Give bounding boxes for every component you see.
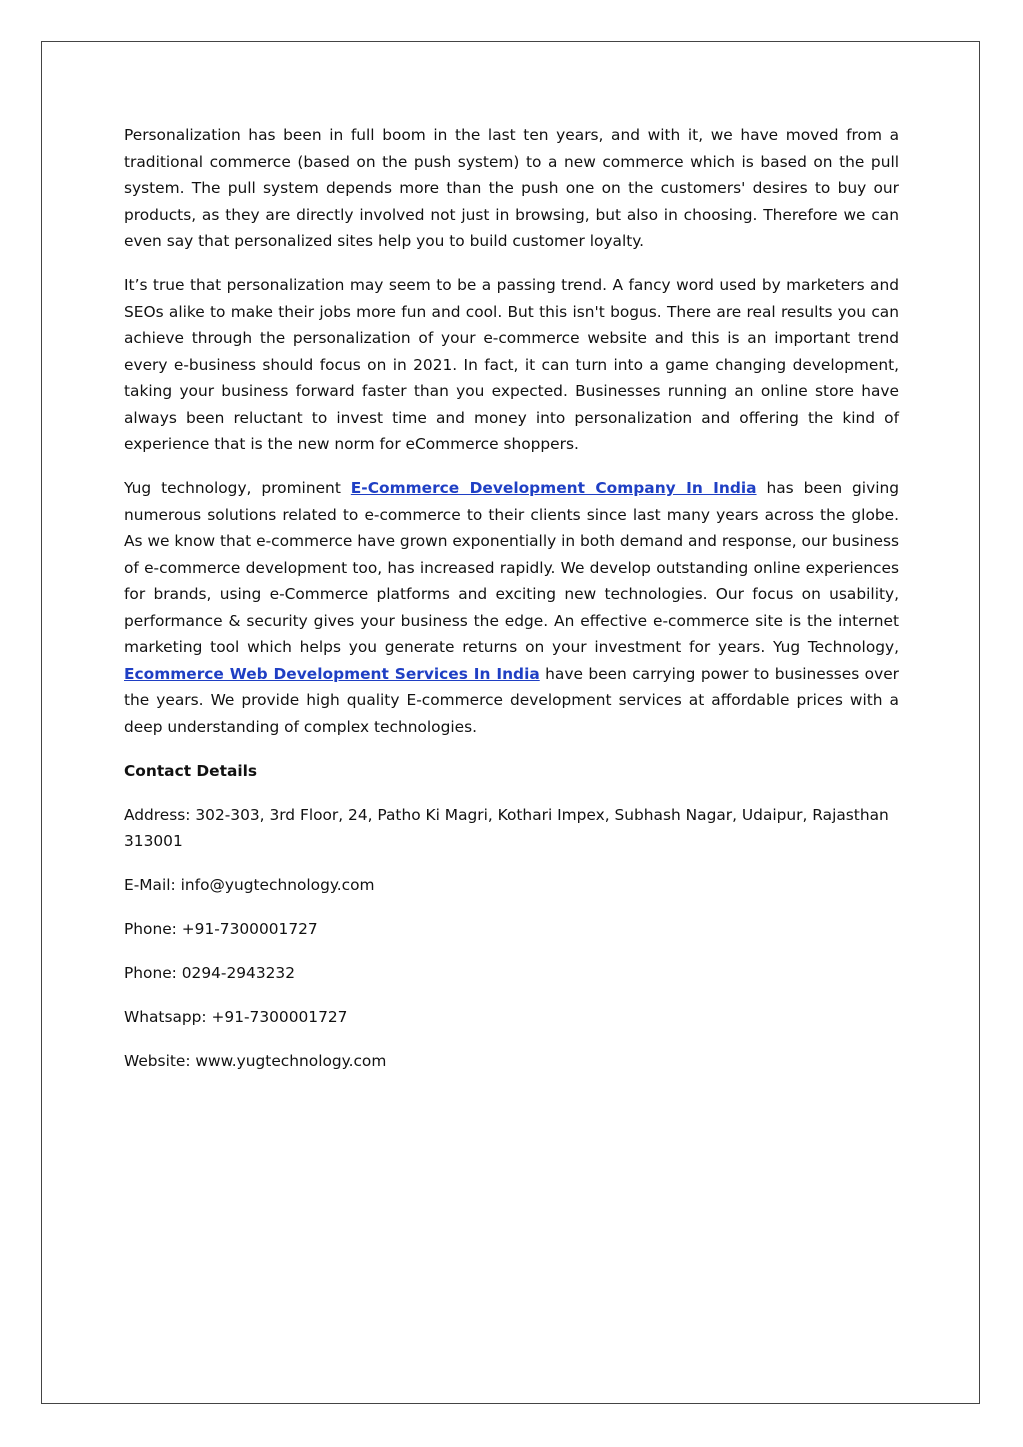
paragraph-yug-technology	[124, 475, 899, 740]
contact-whatsapp: Whatsapp: +91-7300001727	[124, 1008, 348, 1026]
document-body	[124, 122, 899, 1092]
ecommerce-web-development-services-link[interactable]: Ecommerce Web Development Services In India	[124, 664, 540, 683]
contact-phone-mobile: Phone: +91-7300001727	[124, 920, 318, 938]
paragraph-personalization-intro: Personalization has been in full boom in the last ten years, and with it, we have moved from a traditional commerce (based on the push system) to a new commerce which is based on the pull system. The pull system depends more than the push one on the customers' desires to buy our products, as they are directly involved not just in browsing, but also in choosing. Therefore we can even say that personalized sites help you to build customer loyalty.	[124, 126, 899, 250]
paragraph-text: has been giving numerous solutions related to e-commerce to their clients since last many years across the globe. As we know that e-commerce have grown exponentially in both demand and response, our business of e-commerce development too, has increased rapidly. We develop outstanding online experiences for brands, using e-Commerce platforms and exciting new technologies. Our focus on usability, performance & security gives your business the edge. An effective e-commerce site is the internet marketing tool which helps you generate returns on your investment for years. Yug Technology,	[124, 479, 899, 656]
contact-details-heading: Contact Details	[124, 761, 258, 780]
paragraph-personalization-trend: It’s true that personalization may seem to be a passing trend. A fancy word used by marketers and SEOs alike to make their jobs more fun and cool. But this isn't bogus. There are real results you can achieve through the personalization of your e-commerce website and this is an important trend every e-business should focus on in 2021. In fact, it can turn into a game changing development, taking your business forward faster than you expected. Businesses running an online store have always been reluctant to invest time and money into personalization and offering the kind of experience that is the new norm for eCommerce shoppers.	[124, 276, 899, 453]
paragraph-text: Yug technology, prominent	[124, 479, 351, 497]
contact-website: Website: www.yugtechnology.com	[124, 1052, 387, 1070]
paragraph-text: have been carrying power to businesses over the years. We provide high quality E-commerce development services at affordable prices with a deep understanding of complex technologies.	[124, 664, 900, 736]
contact-email: E-Mail: info@yugtechnology.com	[124, 876, 375, 894]
ecommerce-development-company-link[interactable]: E-Commerce Development Company In India	[350, 479, 757, 497]
contact-address: Address: 302-303, 3rd Floor, 24, Patho Ki Magri, Kothari Impex, Subhash Nagar, Udaipur, Rajasthan 313001	[124, 805, 889, 850]
contact-phone-landline: Phone: 0294-2943232	[124, 964, 296, 982]
